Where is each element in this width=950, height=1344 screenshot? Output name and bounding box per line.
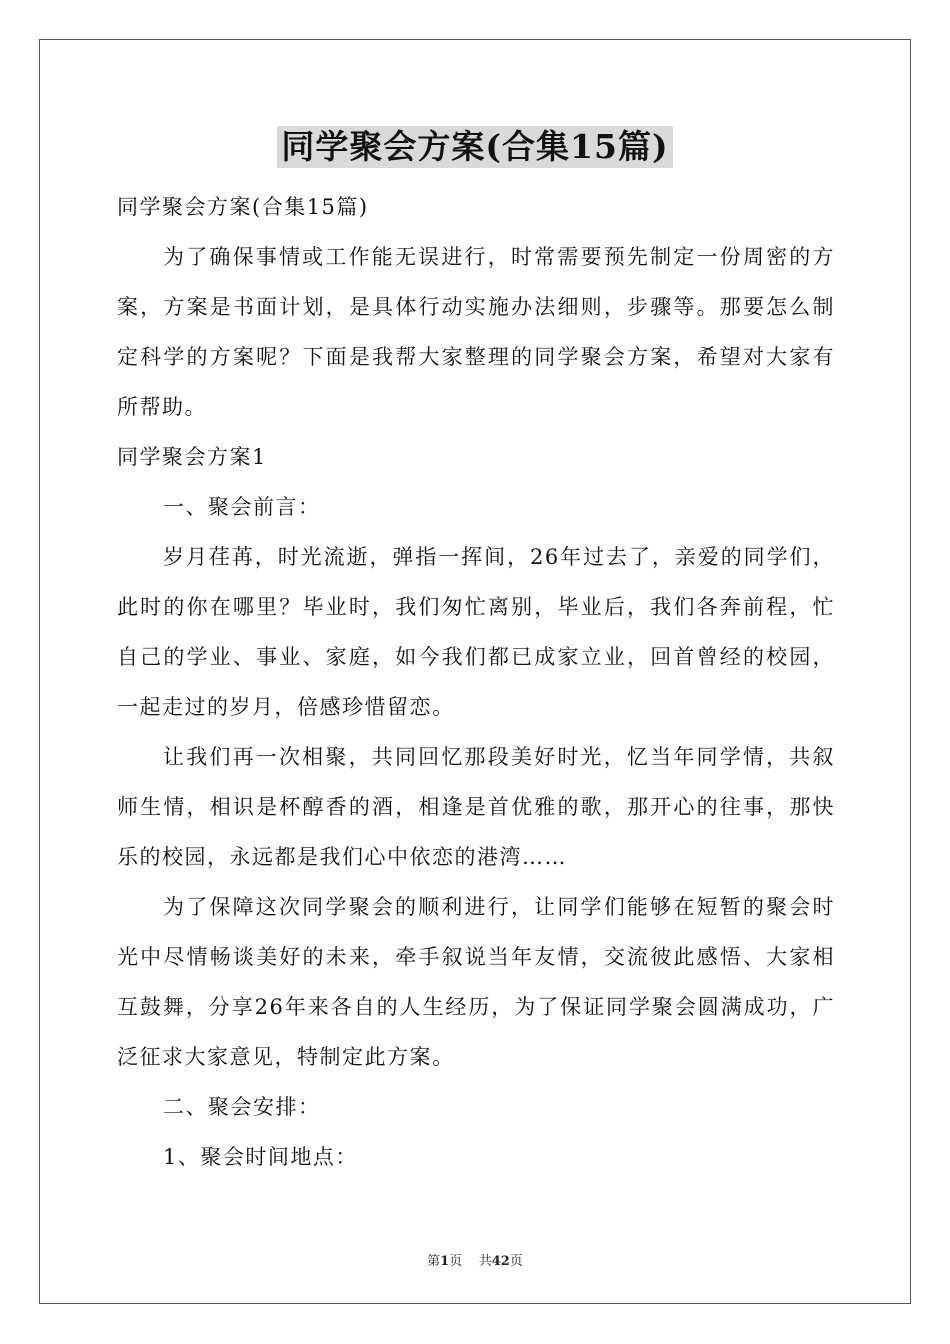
title-wrap (0, 126, 950, 168)
footer-page-suffix: 页 (449, 1254, 463, 1269)
paragraph: 岁月荏苒，时光流逝，弹指一挥间，26年过去了，亲爱的同学们，此时的你在哪里？毕业时，我们匆忙离别，毕业后，我们各奔前程，忙自己的学业、事业、家庭，如今我们都已成家立业，回首曾经的校园，一起走过的岁月，倍感珍惜留恋。 (117, 545, 835, 719)
paragraph: 同学聚会方案(合集15篇) (117, 195, 369, 219)
paragraph: 为了保障这次同学聚会的顺利进行，让同学们能够在短暂的聚会时光中尽情畅谈美好的未来，牵手叙说当年友情，交流彼此感悟、大家相互鼓舞，分享26年来各自的人生经历，为了保证同学聚会圆满成功，广泛征求大家意见，特制定此方案。 (117, 895, 835, 1069)
page-footer (0, 1250, 950, 1269)
paragraph: 同学聚会方案1 (117, 445, 267, 469)
document-body (117, 182, 835, 1182)
paragraph: 让我们再一次相聚，共同回忆那段美好时光，忆当年同学情，共叙师生情，相识是杯醇香的酒，相逢是首优雅的歌，那开心的往事，那快乐的校园，永远都是我们心中依恋的港湾…… (117, 745, 835, 869)
footer-page-number: 1 (440, 1254, 450, 1269)
footer-total-suffix: 页 (509, 1254, 523, 1269)
document-title: 同学聚会方案(合集15篇) (277, 126, 672, 168)
footer-page-prefix: 第 (427, 1254, 441, 1269)
paragraph: 1、聚会时间地点： (163, 1145, 358, 1169)
footer-total-prefix: 共 (478, 1254, 492, 1269)
paragraph: 一、聚会前言： (163, 495, 321, 519)
paragraph: 为了确保事情或工作能无误进行，时常需要预先制定一份周密的方案，方案是书面计划，是具体行动实施办法细则，步骤等。那要怎么制定科学的方案呢？下面是我帮大家整理的同学聚会方案，希望对大家有所帮助。 (117, 245, 835, 419)
footer-total-pages: 42 (491, 1254, 510, 1269)
paragraph: 二、聚会安排： (163, 1095, 321, 1119)
